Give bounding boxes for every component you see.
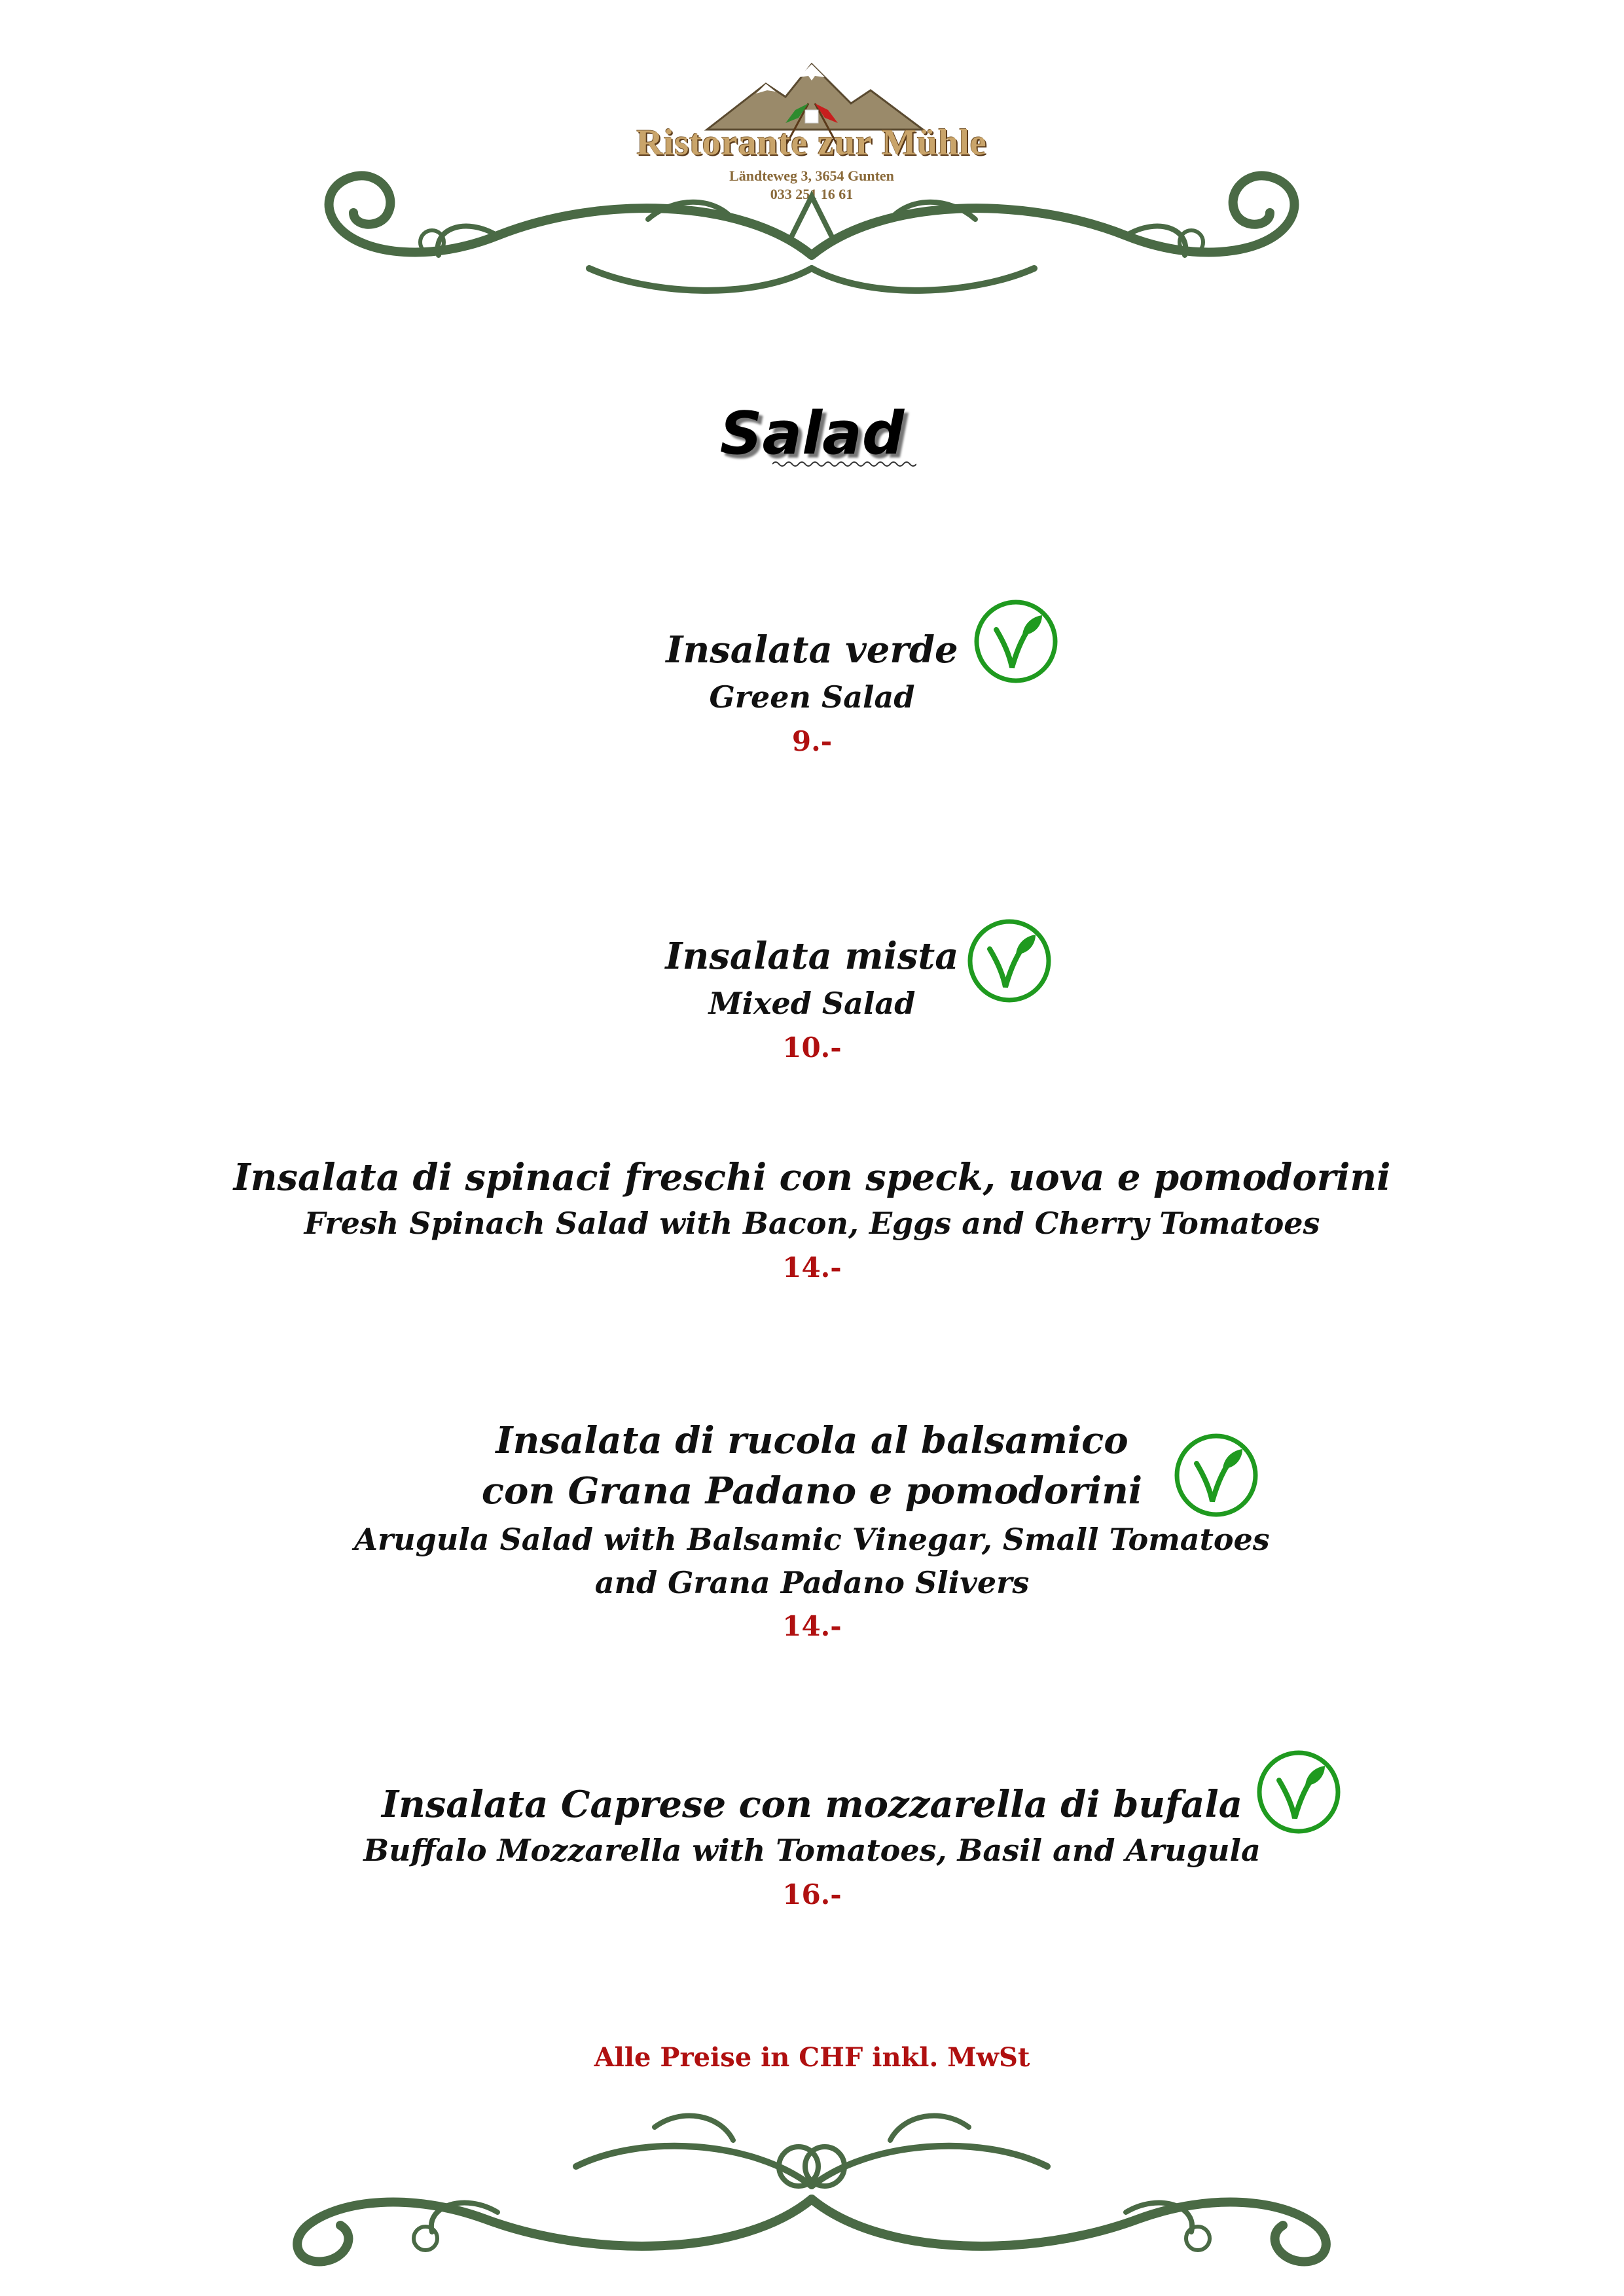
item-5-title: Insalata Caprese con mozzarella di bufala [381,1783,1243,1826]
item-1-subtitle: Green Salad [709,679,915,715]
item-2-title: Insalata mista [665,935,959,978]
item-3-price: 14.- [782,1251,842,1283]
item-5-subtitle: Buffalo Mozzarella with Tomatoes, Basil and Arugula [363,1833,1261,1868]
item-4-title-line2: con Grana Padano e pomodorini [481,1469,1143,1513]
item-4-subtitle-line1: Arugula Salad with Balsamic Vinegar, Small Tomatoes [354,1522,1270,1557]
restaurant-phone: 033 251 16 61 [770,186,854,202]
item-4-price: 14.- [782,1610,842,1642]
item-3-subtitle: Fresh Spinach Salad with Bacon, Eggs and Cherry Tomatoes [304,1206,1320,1241]
item-5-price: 16.- [782,1878,842,1910]
item-3-title: Insalata di spinaci freschi con speck, uova e pomodorini [233,1156,1391,1199]
item-4-title-line1: Insalata di rucola al balsamico [496,1419,1128,1462]
restaurant-address: Ländteweg 3, 3654 Gunten [729,168,894,184]
ornament-bottom [249,2101,1375,2271]
item-1-price: 9.- [791,725,833,757]
vegetarian-v-icon [1254,1748,1343,1837]
footer-price-note: Alle Preise in CHF inkl. MwSt [594,2042,1030,2073]
item-1-title: Insalata verde [666,628,958,672]
vegetarian-v-icon [1172,1431,1261,1520]
ornament-top [281,157,1342,321]
vegetarian-v-icon [971,597,1060,686]
item-2-subtitle: Mixed Salad [708,986,916,1021]
page-title: Salad [719,399,905,468]
item-4-subtitle-line2: and Grana Padano Slivers [594,1565,1030,1600]
vegetarian-v-icon [965,916,1054,1005]
item-2-price: 10.- [782,1031,842,1064]
restaurant-name: Ristorante zur Mühle [636,122,987,163]
title-underline [772,460,916,468]
